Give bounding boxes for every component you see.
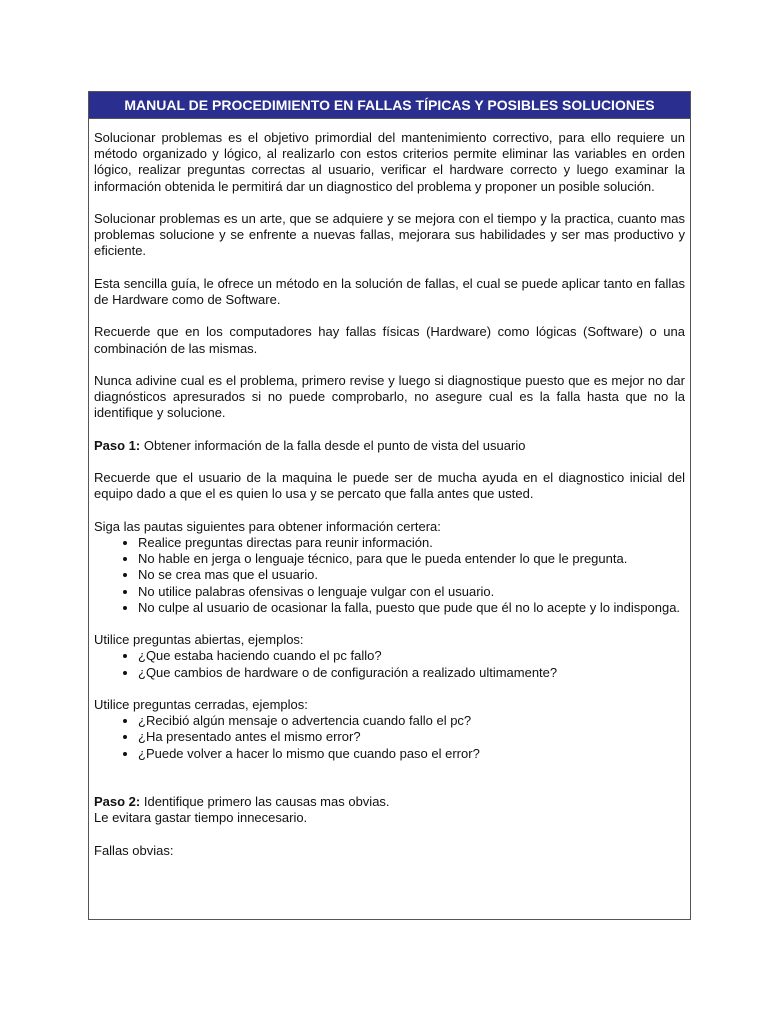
step-1-paragraph: Recuerde que el usuario de la maquina le puede ser de mucha ayuda en el diagnostico inicial del equipo dado a que el es quien lo usa y se percato que falla antes que usted. [94,470,685,502]
obvious-failures-label: Fallas obvias: [94,842,174,858]
open-questions-list [94,648,685,680]
step-1-label: Paso 1: [94,437,141,453]
step-1-heading [94,438,685,454]
list-item: • ¿Recibió algún mensaje o advertencia cuando fallo el pc? [138,713,685,729]
paragraph-art: Solucionar problemas es un arte, que se adquiere y se mejora con el tiempo y la practica, cuanto mas problemas solucione y se enfrente a nuevas fallas, mejorara sus habilidades y ser mas productivo y eficiente. [94,211,685,259]
closed-questions-list [94,713,685,762]
step-1-text: Obtener información de la falla desde el punto de vista del usuario [140,437,526,453]
document-body [89,119,690,859]
step-2-text: Identifique primero las causas mas obvias. [140,794,390,810]
list-item: • Realice preguntas directas para reunir información. [138,535,685,551]
document-box [88,91,691,920]
list-item: • No hable en jerga o lenguaje técnico, para que le pueda entender lo que le pregunta. [138,551,685,567]
guidelines-intro: Siga las pautas siguientes para obtener información certera: [94,518,441,534]
list-item: • No se crea mas que el usuario. [138,567,685,583]
list-item: • ¿Que cambios de hardware o de configuración a realizado ultimamente? [138,665,685,681]
closed-questions-intro: Utilice preguntas cerradas, ejemplos: [94,696,308,712]
list-item: • No culpe al usuario de ocasionar la falla, puesto que pude que él no lo acepte y lo indisponga. [138,600,685,616]
list-item: • ¿Puede volver a hacer lo mismo que cuando paso el error? [138,746,685,762]
paragraph-no-guessing: Nunca adivine cual es el problema, primero revise y luego si diagnostique puesto que es mejor no dar diagnósticos apresurados si no puede comprobarlo, no asegure cual es la falla hasta que no la identifique y solucione. [94,372,685,421]
paragraph-intro: Solucionar problemas es el objetivo primordial del mantenimiento correctivo, para ello requiere un método organizado y lógico, al realizarlo con estos criterios permite eliminar las variables en orden lógico, realizar preguntas correctas al usuario, verificar el hardware correcto y luego examinar la información obtenida le permitirá dar un diagnostico del problema y proponer un posible solución. [94,130,685,194]
paragraph-failure-types: Recuerde que en los computadores hay fallas físicas (Hardware) como lógicas (Software) o una combinación de las mismas. [94,324,685,356]
spacer [94,778,685,794]
step-2-label: Paso 2: [94,794,141,810]
list-item: • No utilice palabras ofensivas o lenguaje vulgar con el usuario. [138,584,685,600]
guidelines-list [94,535,685,616]
step-2-line: Le evitara gastar tiempo innecesario. [94,810,308,826]
paragraph-guide: Esta sencilla guía, le ofrece un método en la solución de fallas, el cual se puede aplicar tanto en fallas de Hardware como de Software. [94,275,685,307]
list-item: • ¿Que estaba haciendo cuando el pc fallo? [138,648,685,664]
list-item: • ¿Ha presentado antes el mismo error? [138,729,685,745]
document-title: MANUAL DE PROCEDIMIENTO EN FALLAS TÍPICAS Y POSIBLES SOLUCIONES [89,92,690,119]
step-2-heading [94,794,685,810]
open-questions-intro: Utilice preguntas abiertas, ejemplos: [94,632,304,648]
